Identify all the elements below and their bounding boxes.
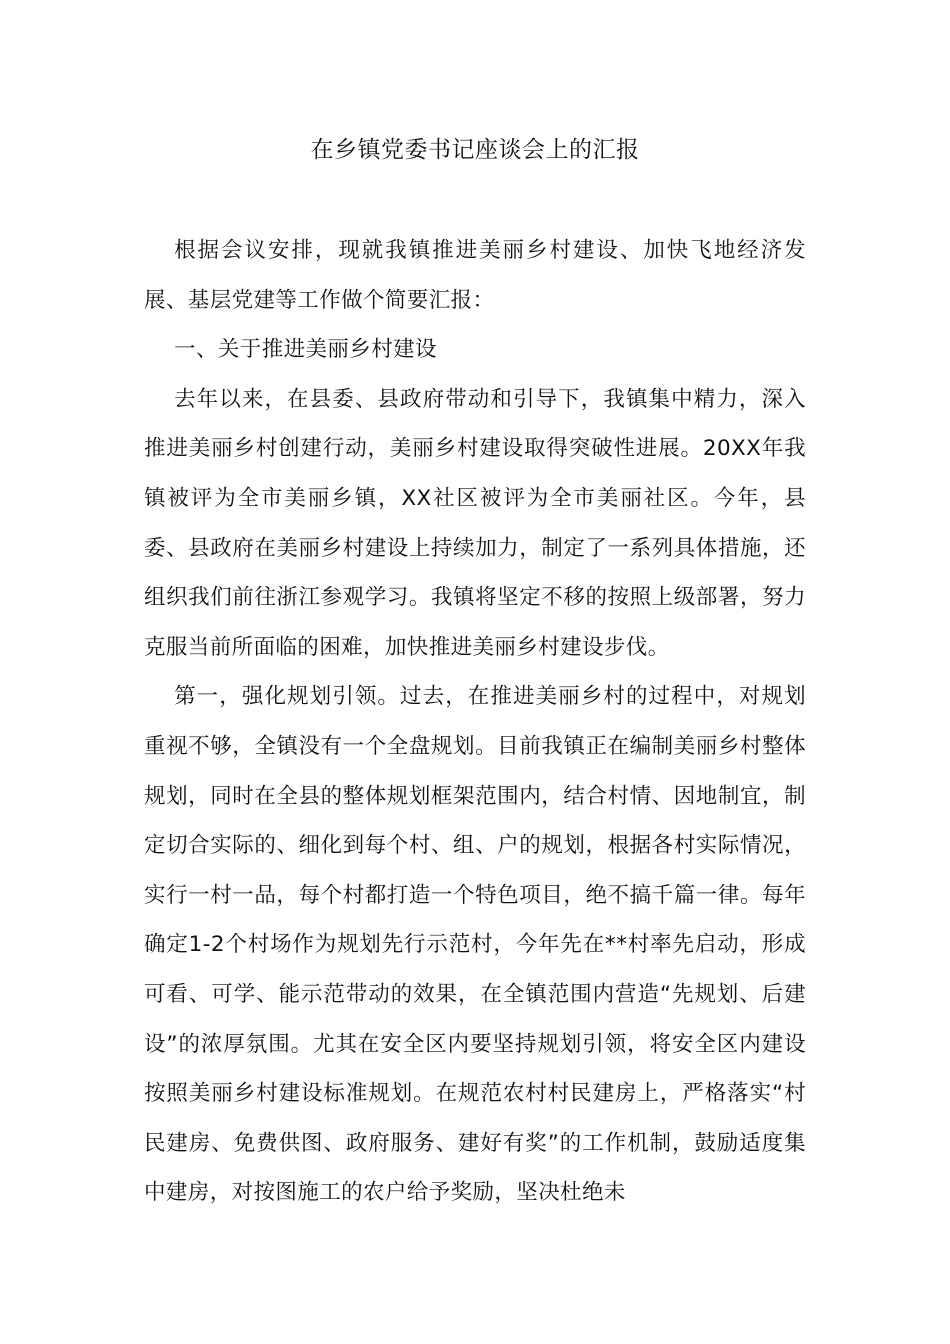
section-heading: 一、关于推进美丽乡村建设 xyxy=(174,337,437,363)
paragraph-planning: 第一，强化规划引领。过去，在推进美丽乡村的过程中，对规划重视不够，全镇没有一个全盘规划。目前我镇正在编制美丽乡村整体规划，同时在全县的整体规划框架范围内，结合村情、因地制宜，制定切合实际的、细化到每个村、组、户的规划，根据各村实际情况，实行一村一品，每个村都打造一个特色项目，绝不搞千篇一律。每年确定1-2个村场作为规划先行示范村，今年先在**村率先启动，形成可看、可学、能示范带动的效果，在全镇范围内营造“先规划、后建设”的浓厚氛围。尤其在安全区内要坚持规划引领，将安全区内建设按照美丽乡村建设标准规划。在规范农村村民建房上，严格落实“村民建房、免费供图、政府服务、建好有奖”的工作机制，鼓励适度集中建房，对按图施工的农户给予奖励，坚决杜绝未 xyxy=(144,684,806,1206)
document-title: 在乡镇党委书记座谈会上的汇报 xyxy=(310,137,640,163)
paragraph-intro: 根据会议安排，现就我镇推进美丽乡村建设、加快飞地经济发展、基层党建等工作做个简要汇报： xyxy=(144,238,806,313)
paragraph-progress: 去年以来，在县委、县政府带动和引导下，我镇集中精力，深入推进美丽乡村创建行动，美丽乡村建设取得突破性进展。20XX年我镇被评为全市美丽乡镇，XX社区被评为全市美丽社区。今年，县委、县政府在美丽乡村建设上持续加力，制定了一系列具体措施，还组织我们前往浙江参观学习。我镇将坚定不移的按照上级部署，努力克服当前所面临的困难，加快推进美丽乡村建设步伐。 xyxy=(144,386,806,660)
document-body xyxy=(144,226,806,1218)
